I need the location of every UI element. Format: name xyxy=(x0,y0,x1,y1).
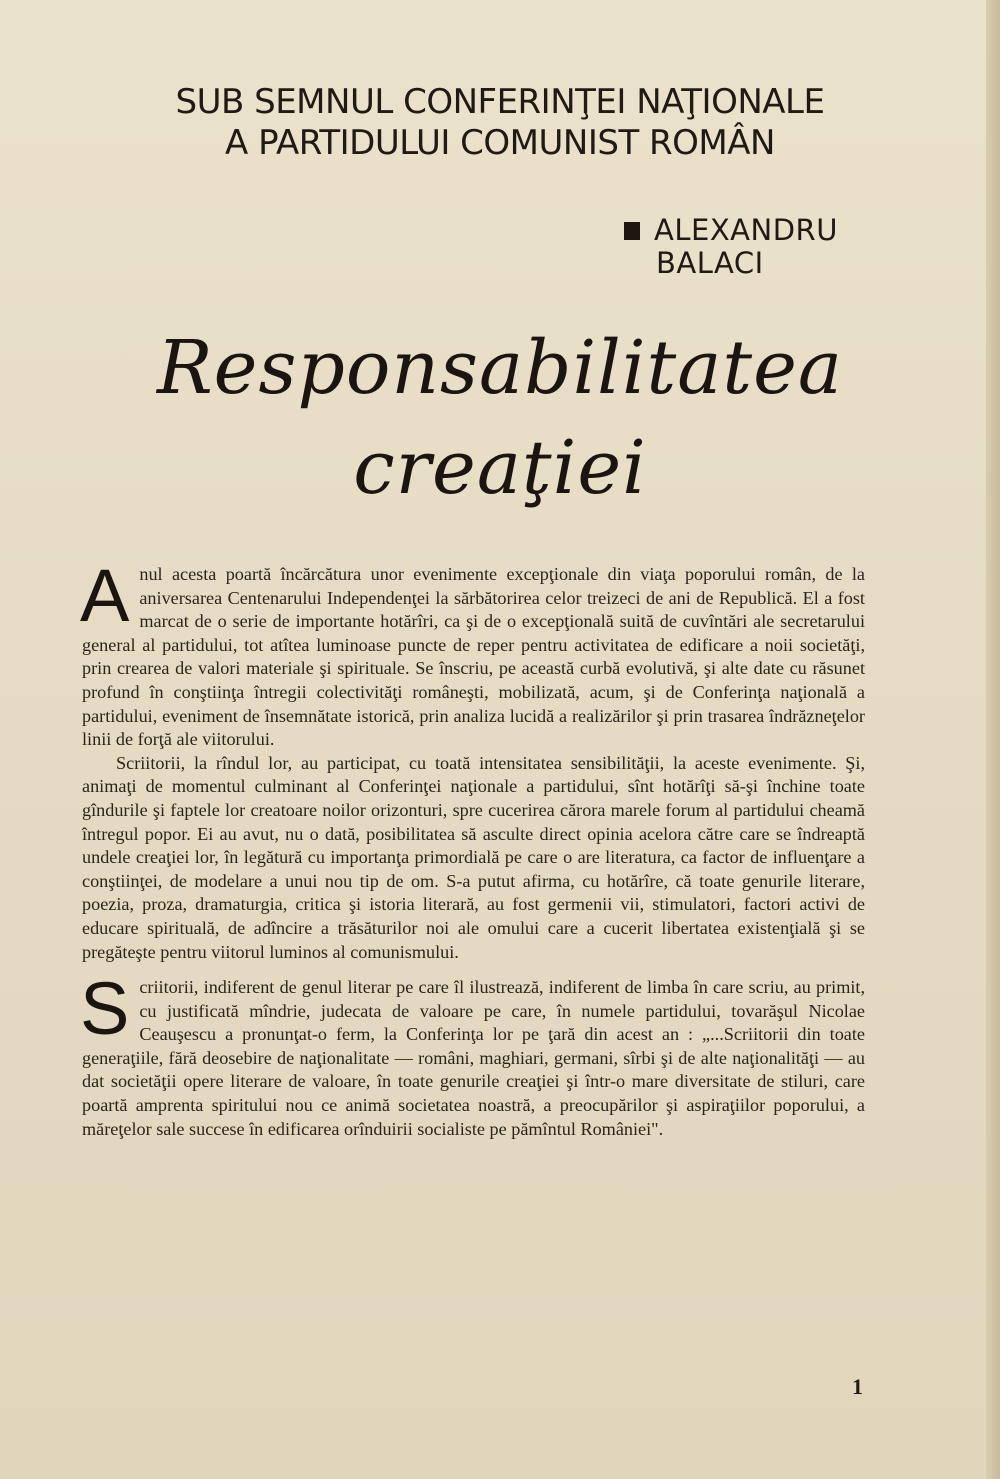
title-line-2: creaţiei xyxy=(353,425,647,511)
drop-cap-s: S xyxy=(80,967,130,1051)
author-first-name: ALEXANDRU xyxy=(654,213,838,247)
author-byline xyxy=(624,214,838,280)
author-last-name: BALACI xyxy=(656,246,764,280)
title-line-1: Responsabilitatea xyxy=(156,325,844,411)
page-number: 1 xyxy=(852,1374,863,1399)
paragraph-3 xyxy=(80,967,865,1141)
paragraph-1-text: nul acesta poartă încărcătura unor evenimente excepţionale din viaţa poporului român, de la aniversarea Centenarului Independenţei la sărbătorirea celor treizeci de ani de Republică. El a fost marcat de o serie de importante hotărîri, ca şi de o excepţională suită de cuvîntări ale secretarului general al partidului, tot atîtea luminoase puncte de reper pentru activitatea de edificare a noii societăţi, prin crearea de valori materiale şi spirituale. Se înscriu, pe această curbă evolutivă, şi alte date cu răsunet profund în conştiinţa întregii colectivităţi româneşti, mobilizată, acum, şi de Conferinţa naţională a partidului, eveniment de însemnătate istorică, prin analiza lucidă a realizărilor şi prin trasarea îndrăzneţelor linii de forţă ale viitorului. xyxy=(82,564,865,750)
kicker-line-1: SUB SEMNUL CONFERINŢEI NAŢIONALE xyxy=(175,82,825,122)
bullet-square-icon xyxy=(624,222,640,240)
drop-cap-a: A xyxy=(80,554,130,637)
paragraph-1 xyxy=(80,554,865,752)
section-kicker xyxy=(120,82,880,164)
page-edge xyxy=(986,0,1000,1479)
paragraph-3-text: criitorii, indiferent de genul literar pe care îl ilustrează, indiferent de limba în care scriu, au primit, cu justificată mîndrie, judecata de valoare pe care, în numele partidului, tovarăşul Nicolae Ceauşescu a pronunţat-o ferm, la Conferinţa lor pe ţară din acest an : „...Scriitorii din toate generaţiile, fără deosebire de naţionalitate — români, maghiari, germani, sîrbi şi de alte naţionalităţi — au dat societăţii opere literare de valoare, în toate genurile creaţiei şi într-o mare diversitate de stiluri, care poartă amprenta spiritului nou ce animă societatea noastră, a preocupărilor şi aspiraţiilor poporului, a măreţelor sale succese în edificarea orînduirii socialiste pe pămîntul României". xyxy=(82,977,865,1139)
article-title xyxy=(100,318,900,518)
article-body xyxy=(80,554,865,1141)
kicker-line-2: A PARTIDULUI COMUNIST ROMÂN xyxy=(225,123,775,163)
paragraph-2: Scriitorii, la rîndul lor, au participat, cu toată intensitatea sensibilităţii, la aceste evenimente. Şi, animaţi de momentul culminant al Conferinţei naţionale a partidului, sînt hotărîţi să-şi închine toate gîndurile şi faptele lor creatoare noilor orizonturi, spre cucerirea cărora marele forum al partidului cheamă întregul popor. Ei au avut, nu o dată, posibilitatea să asculte direct opinia acelora către care se îndreaptă undele creaţiei lor, în legătură cu importanţa primordială pe care o are literatura, ca factor de influenţare a conştiinţei, de modelare a unui nou tip de om. S-a putut afirma, cu hotărîre, că toate genurile literare, poezia, proza, dramaturgia, critica şi istoria literară, au fost germenii vii, stimulatori, factori activi de educare spirituală, de adîncire a trăsăturilor noi ale omului care a cucerit libertatea existenţială şi se pregăteşte pentru viitorul luminos al comunismului. xyxy=(82,752,865,962)
